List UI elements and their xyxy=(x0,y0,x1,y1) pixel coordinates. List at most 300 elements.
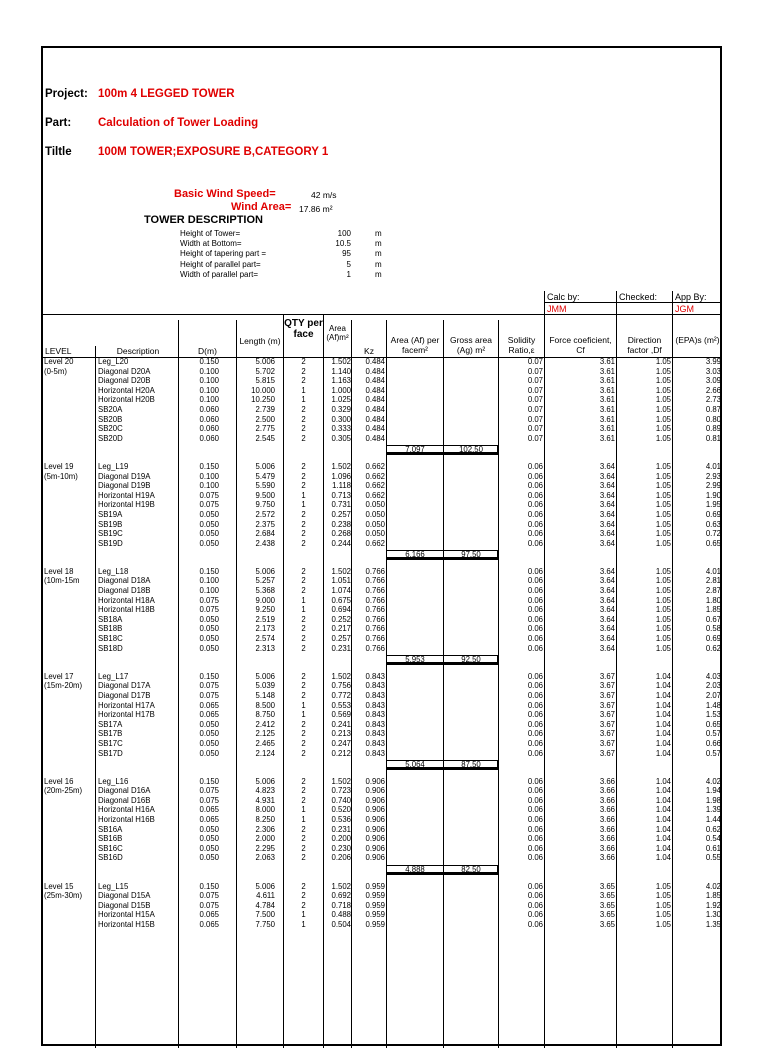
cell-desc: Leg_L18 xyxy=(98,566,129,576)
cell-epa: 0.69 xyxy=(705,509,721,519)
cell-area: 1.502 xyxy=(331,671,351,681)
cell-solidity: 0.06 xyxy=(527,490,543,500)
cell-epa: 0.57 xyxy=(705,748,721,758)
cell-force: 3.66 xyxy=(599,795,615,805)
cell-solidity: 0.06 xyxy=(527,576,543,586)
cell-d: 0.075 xyxy=(199,900,219,910)
cell-kz: 0.906 xyxy=(365,853,385,863)
cell-length: 5.006 xyxy=(255,881,275,891)
cell-kz: 0.766 xyxy=(365,586,385,595)
cell-desc: SB17C xyxy=(98,738,123,748)
cell-qty: 2 xyxy=(301,776,306,786)
cell-epa: 0.61 xyxy=(705,843,721,853)
cell-direction: 1.05 xyxy=(655,595,671,605)
cell-qty: 2 xyxy=(301,471,306,481)
cell-length: 5.257 xyxy=(255,576,275,586)
total-gross: 87.50 xyxy=(461,760,481,770)
cell-kz: 0.662 xyxy=(365,461,385,471)
cell-epa: 0.65 xyxy=(705,719,721,729)
cell-desc: SB16D xyxy=(98,853,123,863)
cell-solidity: 0.06 xyxy=(527,605,543,615)
cell-d: 0.100 xyxy=(199,471,219,481)
cell-d: 0.050 xyxy=(199,519,219,529)
wind-area-value: 17.86 m² xyxy=(299,204,333,214)
cell-direction: 1.05 xyxy=(655,624,671,634)
cell-direction: 1.04 xyxy=(655,815,671,824)
cell-force: 3.67 xyxy=(599,700,615,710)
cell-area: 1.502 xyxy=(331,566,351,576)
cell-direction: 1.05 xyxy=(655,405,671,414)
cell-desc: Horizontal H15A xyxy=(98,910,155,920)
cell-force: 3.66 xyxy=(599,824,615,834)
cell-d: 0.100 xyxy=(199,586,219,595)
cell-solidity: 0.06 xyxy=(527,681,543,691)
cell-solidity: 0.06 xyxy=(527,500,543,510)
cell-length: 5.039 xyxy=(255,681,275,691)
cell-kz: 0.906 xyxy=(365,815,385,824)
cell-epa: 1.85 xyxy=(705,605,721,615)
cell-force: 3.66 xyxy=(599,805,615,815)
cell-solidity: 0.06 xyxy=(527,853,543,863)
tower-desc-label: Width of parallel part= xyxy=(180,269,259,279)
cell-d: 0.065 xyxy=(199,700,219,710)
wind-speed-value: 42 m/s xyxy=(311,190,337,200)
cell-desc: Diagonal D19A xyxy=(98,471,151,481)
cell-direction: 1.04 xyxy=(655,729,671,739)
cell-direction: 1.05 xyxy=(655,376,671,386)
cell-length: 2.500 xyxy=(255,414,275,424)
cell-force: 3.61 xyxy=(599,424,615,434)
cell-epa: 0.54 xyxy=(705,834,721,844)
cell-qty: 2 xyxy=(301,843,306,853)
cell-solidity: 0.06 xyxy=(527,910,543,920)
cell-d: 0.075 xyxy=(199,795,219,805)
cell-length: 8.500 xyxy=(255,700,275,710)
cell-direction: 1.05 xyxy=(655,500,671,510)
cell-desc: SB20B xyxy=(98,414,123,424)
cell-direction: 1.04 xyxy=(655,795,671,805)
cell-area: 0.333 xyxy=(331,424,351,434)
cell-length: 2.412 xyxy=(255,719,275,729)
cell-desc: Horizontal H20A xyxy=(98,385,155,395)
cell-solidity: 0.06 xyxy=(527,891,543,901)
total-area: 5.064 xyxy=(405,760,425,770)
cell-direction: 1.04 xyxy=(655,824,671,834)
cell-qty: 2 xyxy=(301,795,306,805)
cell-kz: 0.843 xyxy=(365,671,385,681)
level-range: (25m-30m) xyxy=(44,891,83,901)
level-range: (0-5m) xyxy=(44,366,67,376)
calc-by-label: Calc by: xyxy=(547,292,580,302)
cell-d: 0.050 xyxy=(199,509,219,519)
cell-force: 3.66 xyxy=(599,843,615,853)
cell-kz: 0.766 xyxy=(365,566,385,576)
cell-kz: 0.484 xyxy=(365,395,385,405)
cell-epa: 0.89 xyxy=(705,424,721,434)
cell-kz: 0.959 xyxy=(365,910,385,920)
cell-area: 0.553 xyxy=(331,700,351,710)
cell-desc: SB18A xyxy=(98,614,123,624)
level-name: Level 16 xyxy=(44,776,74,786)
cell-length: 2.572 xyxy=(255,509,275,519)
cell-qty: 2 xyxy=(301,424,306,434)
cell-desc: Diagonal D18A xyxy=(98,576,151,586)
project-value: 100m 4 LEGGED TOWER xyxy=(98,88,235,100)
cell-direction: 1.05 xyxy=(655,529,671,539)
cell-kz: 0.484 xyxy=(365,366,385,376)
cell-force: 3.61 xyxy=(599,405,615,414)
tower-desc-label: Height of Tower= xyxy=(180,229,241,238)
cell-length: 2.465 xyxy=(255,738,275,748)
cell-direction: 1.04 xyxy=(655,834,671,844)
cell-kz: 0.843 xyxy=(365,738,385,748)
cell-area: 0.488 xyxy=(331,910,351,920)
cell-epa: 4.02 xyxy=(705,881,721,891)
cell-direction: 1.04 xyxy=(655,690,671,700)
cell-kz: 0.484 xyxy=(365,424,385,434)
cell-epa: 3.03 xyxy=(705,366,721,376)
level-name: Level 19 xyxy=(44,461,74,471)
cell-area: 0.300 xyxy=(331,414,351,424)
cell-kz: 0.843 xyxy=(365,710,385,720)
cell-kz: 0.959 xyxy=(365,881,385,891)
cell-length: 2.375 xyxy=(255,519,275,529)
cell-epa: 1.94 xyxy=(705,786,721,796)
cell-solidity: 0.06 xyxy=(527,729,543,739)
cell-epa: 0.81 xyxy=(705,433,721,443)
level-totals xyxy=(386,445,498,455)
cell-direction: 1.05 xyxy=(655,538,671,548)
cell-kz: 0.050 xyxy=(365,509,385,519)
cell-length: 9.000 xyxy=(255,595,275,605)
level-range: (20m-25m) xyxy=(44,786,83,796)
cell-direction: 1.05 xyxy=(655,643,671,653)
cell-d: 0.060 xyxy=(199,433,219,443)
cell-solidity: 0.06 xyxy=(527,834,543,844)
cell-qty: 1 xyxy=(301,500,306,510)
cell-length: 9.250 xyxy=(255,605,275,615)
cell-direction: 1.04 xyxy=(655,748,671,758)
cell-area: 1.502 xyxy=(331,461,351,471)
cell-solidity: 0.06 xyxy=(527,538,543,548)
cell-length: 2.173 xyxy=(255,624,275,634)
cell-length: 5.006 xyxy=(255,671,275,681)
cell-length: 2.519 xyxy=(255,614,275,624)
cell-d: 0.050 xyxy=(199,824,219,834)
cell-epa: 2.99 xyxy=(705,481,721,491)
cell-qty: 2 xyxy=(301,566,306,576)
cell-kz: 0.484 xyxy=(365,405,385,414)
cell-qty: 2 xyxy=(301,509,306,519)
cell-kz: 0.662 xyxy=(365,490,385,500)
cell-area: 0.713 xyxy=(331,490,351,500)
cell-direction: 1.04 xyxy=(655,719,671,729)
cell-kz: 0.959 xyxy=(365,891,385,901)
cell-direction: 1.04 xyxy=(655,805,671,815)
cell-desc: SB16B xyxy=(98,834,123,844)
cell-desc: SB16A xyxy=(98,824,123,834)
cell-solidity: 0.06 xyxy=(527,471,543,481)
cell-solidity: 0.06 xyxy=(527,643,543,653)
cell-epa: 1.85 xyxy=(705,891,721,901)
cell-kz: 0.766 xyxy=(365,614,385,624)
cell-kz: 0.843 xyxy=(365,748,385,758)
cell-direction: 1.05 xyxy=(655,461,671,471)
cell-length: 2.775 xyxy=(255,424,275,434)
cell-kz: 0.484 xyxy=(365,414,385,424)
cell-epa: 3.99 xyxy=(705,357,721,366)
level-name: Level 17 xyxy=(44,671,74,681)
cell-direction: 1.05 xyxy=(655,481,671,491)
cell-d: 0.100 xyxy=(199,376,219,386)
checked-label: Checked: xyxy=(619,292,658,302)
cell-desc: Diagonal D20B xyxy=(98,376,151,386)
cell-area: 1.502 xyxy=(331,776,351,786)
cell-direction: 1.04 xyxy=(655,738,671,748)
cell-length: 4.611 xyxy=(256,891,275,901)
col-length: Length (m) xyxy=(239,336,281,346)
cell-direction: 1.05 xyxy=(655,881,671,891)
cell-d: 0.150 xyxy=(199,461,219,471)
cell-force: 3.67 xyxy=(599,738,615,748)
total-area: 7.097 xyxy=(405,445,425,455)
cell-qty: 2 xyxy=(301,576,306,586)
cell-length: 9.750 xyxy=(255,500,275,510)
tower-desc-label: Width at Bottom= xyxy=(180,239,242,249)
cell-d: 0.050 xyxy=(199,738,219,748)
cell-kz: 0.484 xyxy=(365,376,385,386)
cell-desc: Leg_L19 xyxy=(98,461,129,471)
cell-qty: 2 xyxy=(301,519,306,529)
cell-area: 1.118 xyxy=(332,481,351,491)
cell-kz: 0.843 xyxy=(365,690,385,700)
cell-desc: Leg_L16 xyxy=(98,776,129,786)
total-gross: 102.50 xyxy=(459,445,483,455)
cell-epa: 4.01 xyxy=(705,566,721,576)
cell-solidity: 0.06 xyxy=(527,461,543,471)
cell-desc: Leg_L17 xyxy=(98,671,129,681)
cell-qty: 1 xyxy=(301,385,306,395)
cell-kz: 0.959 xyxy=(365,900,385,910)
cell-d: 0.075 xyxy=(199,595,219,605)
cell-kz: 0.050 xyxy=(365,500,385,510)
cell-qty: 2 xyxy=(301,681,306,691)
col-epa: (EPA)s (m²) xyxy=(675,335,720,345)
cell-area: 0.675 xyxy=(331,595,351,605)
cell-qty: 1 xyxy=(301,710,306,720)
cell-qty: 2 xyxy=(301,671,306,681)
cell-area: 0.756 xyxy=(331,681,351,691)
cell-d: 0.050 xyxy=(199,538,219,548)
app-by-value: JGM xyxy=(675,304,694,314)
cell-direction: 1.05 xyxy=(655,566,671,576)
cell-force: 3.66 xyxy=(599,853,615,863)
cell-qty: 1 xyxy=(301,490,306,500)
cell-direction: 1.05 xyxy=(655,519,671,529)
cell-desc: Horizontal H18B xyxy=(98,605,155,615)
cell-force: 3.64 xyxy=(599,519,615,529)
cell-solidity: 0.06 xyxy=(527,614,543,624)
cell-direction: 1.05 xyxy=(655,614,671,624)
cell-area: 0.504 xyxy=(331,919,351,929)
cell-area: 0.536 xyxy=(331,815,351,824)
cell-length: 2.295 xyxy=(255,843,275,853)
cell-d: 0.050 xyxy=(199,634,219,643)
cell-epa: 0.80 xyxy=(705,414,721,424)
cell-length: 2.125 xyxy=(255,729,275,739)
cell-solidity: 0.06 xyxy=(527,900,543,910)
cell-kz: 0.906 xyxy=(365,843,385,853)
cell-desc: SB19C xyxy=(98,529,123,539)
cell-kz: 0.766 xyxy=(365,624,385,634)
cell-qty: 2 xyxy=(301,824,306,834)
cell-d: 0.075 xyxy=(199,891,219,901)
cell-epa: 1.95 xyxy=(705,500,721,510)
cell-d: 0.050 xyxy=(199,834,219,844)
cell-solidity: 0.06 xyxy=(527,509,543,519)
cell-epa: 4.01 xyxy=(705,461,721,471)
level-range: (15m-20m) xyxy=(44,681,83,691)
tower-desc-unit: m xyxy=(375,249,382,259)
cell-qty: 2 xyxy=(301,357,306,366)
cell-area: 1.025 xyxy=(331,395,351,405)
cell-length: 9.500 xyxy=(255,490,275,500)
cell-area: 0.238 xyxy=(331,519,351,529)
total-gross: 92.50 xyxy=(461,655,481,665)
cell-d: 0.075 xyxy=(199,490,219,500)
cell-kz: 0.662 xyxy=(365,481,385,491)
cell-solidity: 0.06 xyxy=(527,634,543,643)
cell-d: 0.150 xyxy=(199,566,219,576)
cell-d: 0.050 xyxy=(199,719,219,729)
cell-direction: 1.05 xyxy=(655,357,671,366)
cell-length: 2.438 xyxy=(255,538,275,548)
cell-epa: 0.87 xyxy=(705,405,721,414)
title-label: Tiltle xyxy=(45,146,72,158)
cell-desc: Diagonal D15A xyxy=(98,891,151,901)
tower-desc-value: 10.5 xyxy=(335,239,351,249)
tower-desc-value: 5 xyxy=(346,259,351,269)
cell-d: 0.060 xyxy=(199,414,219,424)
cell-qty: 2 xyxy=(301,614,306,624)
cell-direction: 1.05 xyxy=(655,414,671,424)
cell-length: 5.148 xyxy=(255,690,275,700)
cell-area: 0.305 xyxy=(331,433,351,443)
cell-length: 5.702 xyxy=(255,366,275,376)
cell-length: 2.063 xyxy=(255,853,275,863)
cell-desc: Horizontal H16A xyxy=(98,805,155,815)
cell-direction: 1.05 xyxy=(655,433,671,443)
cell-area: 0.723 xyxy=(331,786,351,796)
cell-area: 1.140 xyxy=(331,366,351,376)
cell-epa: 0.62 xyxy=(705,643,721,653)
cell-length: 5.815 xyxy=(255,376,275,386)
cell-force: 3.67 xyxy=(599,719,615,729)
cell-d: 0.065 xyxy=(199,919,219,929)
calc-by-value: JMM xyxy=(547,304,567,314)
cell-d: 0.050 xyxy=(199,748,219,758)
col-area-face: Area (Af) per facem² xyxy=(390,335,440,355)
cell-force: 3.64 xyxy=(599,576,615,586)
cell-epa: 2.07 xyxy=(705,690,721,700)
cell-epa: 1.39 xyxy=(705,805,721,815)
cell-desc: SB20D xyxy=(98,433,123,443)
cell-d: 0.060 xyxy=(199,424,219,434)
cell-direction: 1.05 xyxy=(655,576,671,586)
cell-desc: SB19A xyxy=(98,509,123,519)
cell-area: 0.244 xyxy=(331,538,351,548)
cell-kz: 0.906 xyxy=(365,786,385,796)
cell-solidity: 0.06 xyxy=(527,824,543,834)
cell-solidity: 0.06 xyxy=(527,566,543,576)
cell-d: 0.150 xyxy=(199,671,219,681)
total-gross: 97.50 xyxy=(461,550,481,560)
col-kz: Kz xyxy=(364,346,374,356)
cell-desc: Horizontal H17A xyxy=(98,700,155,710)
cell-desc: Leg_L20 xyxy=(98,357,129,366)
cell-length: 5.006 xyxy=(255,461,275,471)
cell-qty: 2 xyxy=(301,719,306,729)
cell-force: 3.64 xyxy=(599,624,615,634)
cell-force: 3.67 xyxy=(599,671,615,681)
tower-desc-label: Height of tapering part = xyxy=(180,249,267,259)
cell-force: 3.64 xyxy=(599,500,615,510)
cell-direction: 1.05 xyxy=(655,919,671,929)
cell-direction: 1.04 xyxy=(655,843,671,853)
total-gross: 82.50 xyxy=(461,865,481,874)
level-totals xyxy=(386,760,498,770)
cell-length: 4.823 xyxy=(255,786,275,796)
col-qty: QTY per face xyxy=(284,318,323,340)
cell-d: 0.050 xyxy=(199,843,219,853)
cell-force: 3.64 xyxy=(599,471,615,481)
cell-solidity: 0.06 xyxy=(527,881,543,891)
cell-area: 0.212 xyxy=(331,748,351,758)
part-label: Part: xyxy=(45,117,72,129)
cell-d: 0.060 xyxy=(199,405,219,414)
cell-force: 3.67 xyxy=(599,681,615,691)
cell-qty: 2 xyxy=(301,748,306,758)
cell-desc: Horizontal H20B xyxy=(98,395,155,405)
cell-force: 3.66 xyxy=(599,776,615,786)
cell-d: 0.150 xyxy=(199,776,219,786)
cell-desc: SB16C xyxy=(98,843,123,853)
cell-desc: Diagonal D20A xyxy=(98,366,151,376)
cell-epa: 1.44 xyxy=(705,815,721,824)
cell-length: 5.368 xyxy=(255,586,275,595)
cell-epa: 1.92 xyxy=(705,900,721,910)
cell-d: 0.050 xyxy=(199,729,219,739)
col-level: LEVEL xyxy=(45,346,72,356)
cell-qty: 2 xyxy=(301,586,306,595)
cell-epa: 1.80 xyxy=(705,595,721,605)
cell-desc: Diagonal D19B xyxy=(98,481,151,491)
cell-kz: 0.843 xyxy=(365,719,385,729)
col-gross: Gross area (Ag) m² xyxy=(449,335,493,355)
cell-kz: 0.959 xyxy=(365,919,385,929)
cell-qty: 2 xyxy=(301,366,306,376)
cell-area: 0.329 xyxy=(331,405,351,414)
cell-qty: 1 xyxy=(301,395,306,405)
cell-direction: 1.05 xyxy=(655,366,671,376)
cell-force: 3.64 xyxy=(599,634,615,643)
level-name: Level 15 xyxy=(44,881,74,891)
cell-solidity: 0.07 xyxy=(527,424,543,434)
cell-epa: 2.81 xyxy=(705,576,721,586)
cell-kz: 0.843 xyxy=(365,729,385,739)
cell-force: 3.65 xyxy=(599,900,615,910)
cell-length: 2.545 xyxy=(255,433,275,443)
